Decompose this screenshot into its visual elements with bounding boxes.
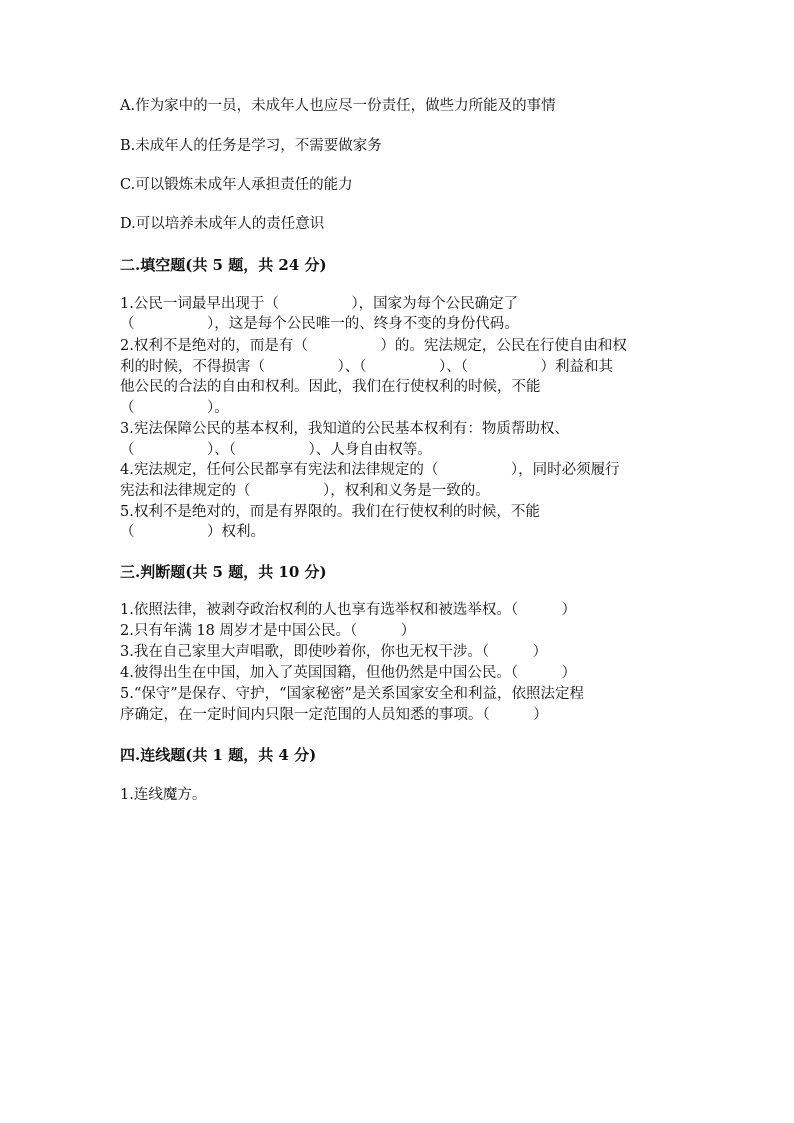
fill-in-line: 他公民的合法的自由和权利。因此，我们在行使权利的时候，不能	[120, 379, 541, 395]
option-c: C.可以锻炼未成年人承担责任的能力	[120, 177, 353, 193]
fill-in-line: 3.宪法保障公民的基本权利，我知道的公民基本权利有：物质帮助权、	[120, 421, 569, 437]
option-d: D.可以培养未成年人的责任意识	[120, 216, 325, 232]
option-b: B.未成年人的任务是学习，不需要做家务	[120, 138, 382, 154]
fill-in-line: （ ）。	[120, 400, 229, 416]
fill-in-line: 2.权利不是绝对的，而是有（ ）的。宪法规定，公民在行使自由和权	[120, 338, 627, 354]
true-false-line: 3.我在自己家里大声唱歌，即使吵着你，你也无权干涉。（ ）	[120, 644, 548, 660]
fill-in-line: 4.宪法规定，任何公民都享有宪法和法律规定的（ ），同时必须履行	[120, 462, 620, 478]
fill-in-line: （ ）、（ ）、人身自由权等。	[120, 442, 432, 458]
section-fill-in-title: 二.填空题(共 5 题，共 24 分)	[120, 256, 327, 274]
true-false-line: 序确定，在一定时间内只限一定范围的人员知悉的事项。（ ）	[120, 707, 548, 723]
option-a: A.作为家中的一员，未成年人也应尽一份责任，做些力所能及的事情	[120, 98, 556, 114]
matching-line: 1.连线魔方。	[120, 787, 207, 803]
fill-in-line: 5.权利不是绝对的，而是有界限的。我们在行使权利的时候，不能	[120, 504, 540, 520]
section-true-false-title: 三.判断题(共 5 题，共 10 分)	[120, 563, 327, 581]
fill-in-line: （ ），这是每个公民唯一的、终身不变的身份代码。	[120, 316, 519, 332]
true-false-line: 1.依照法律，被剥夺政治权利的人也享有选举权和被选举权。（ ）	[120, 602, 577, 618]
fill-in-line: 利的时候，不得损害（ ）、（ ）、（ ）利益和其	[120, 359, 613, 375]
fill-in-line: （ ）权利。	[120, 524, 265, 540]
fill-in-line: 1.公民一词最早出现于（ ），国家为每个公民确定了	[120, 296, 519, 312]
fill-in-line: 宪法和法律规定的（ ），权利和义务是一致的。	[120, 483, 490, 499]
true-false-line: 2.只有年满 18 周岁才是中国公民。（ ）	[120, 623, 416, 639]
true-false-line: 4.彼得出生在中国，加入了英国国籍，但他仍然是中国公民。（ ）	[120, 665, 577, 681]
true-false-line: 5.“保守”是保存、守护，“国家秘密”是关系国家安全和利益，依照法定程	[120, 686, 584, 702]
section-matching-title: 四.连线题(共 1 题，共 4 分)	[120, 746, 317, 764]
